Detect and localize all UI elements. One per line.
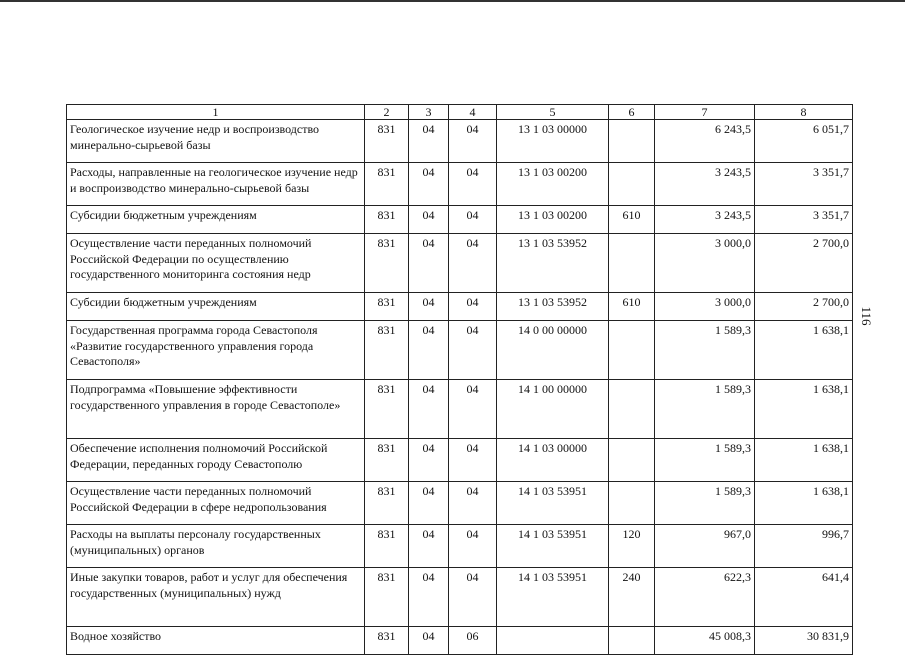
cell-amount-year-1: 622,3 [655,568,755,627]
cell-amount-year-1: 1 589,3 [655,439,755,482]
cell-name: Расходы на выплаты персоналу государственных (муниципальных) органов [67,525,365,568]
column-header: 1 [67,105,365,120]
column-header: 3 [409,105,449,120]
cell-amount-year-1: 6 243,5 [655,120,755,163]
cell-subsection: 04 [449,206,497,234]
cell-subsection: 04 [449,321,497,380]
cell-section: 04 [409,163,449,206]
cell-expense-type [609,627,655,655]
cell-section: 04 [409,439,449,482]
table-row [67,627,853,655]
cell-section: 04 [409,525,449,568]
cell-admin-code: 831 [365,627,409,655]
cell-amount-year-2: 2 700,0 [755,293,853,321]
top-border-line [0,0,905,2]
cell-name: Геологическое изучение недр и воспроизводство минерально-сырьевой базы [67,120,365,163]
cell-target-article: 13 1 03 00200 [497,206,609,234]
cell-section: 04 [409,380,449,439]
cell-name: Водное хозяйство [67,627,365,655]
column-header: 8 [755,105,853,120]
cell-amount-year-2: 1 638,1 [755,380,853,439]
cell-amount-year-2: 641,4 [755,568,853,627]
cell-admin-code: 831 [365,234,409,293]
cell-target-article: 14 1 03 00000 [497,439,609,482]
cell-amount-year-1: 3 243,5 [655,163,755,206]
cell-amount-year-1: 3 000,0 [655,234,755,293]
cell-section: 04 [409,627,449,655]
cell-name: Осуществление части переданных полномочий Российской Федерации в сфере недропользования [67,482,365,525]
cell-admin-code: 831 [365,163,409,206]
cell-target-article: 13 1 03 53952 [497,293,609,321]
cell-target-article: 13 1 03 00000 [497,120,609,163]
cell-expense-type [609,234,655,293]
cell-expense-type: 610 [609,206,655,234]
cell-amount-year-1: 1 589,3 [655,380,755,439]
column-header: 5 [497,105,609,120]
cell-subsection: 04 [449,120,497,163]
column-header: 4 [449,105,497,120]
cell-section: 04 [409,321,449,380]
cell-expense-type [609,380,655,439]
column-header: 6 [609,105,655,120]
cell-admin-code: 831 [365,439,409,482]
column-header: 7 [655,105,755,120]
table-row [67,568,853,627]
table-row [67,439,853,482]
cell-name: Расходы, направленные на геологическое изучение недр и воспроизводство минерально-сырьевой базы [67,163,365,206]
cell-admin-code: 831 [365,120,409,163]
cell-amount-year-2: 3 351,7 [755,163,853,206]
cell-subsection: 04 [449,525,497,568]
cell-section: 04 [409,206,449,234]
cell-name: Обеспечение исполнения полномочий Российской Федерации, переданных городу Севастополю [67,439,365,482]
table-row [67,120,853,163]
table-row [67,380,853,439]
cell-name: Осуществление части переданных полномочий Российской Федерации по осуществлению государственного мониторинга состояния недр [67,234,365,293]
cell-admin-code: 831 [365,380,409,439]
cell-expense-type [609,163,655,206]
cell-subsection: 04 [449,380,497,439]
cell-target-article: 13 1 03 53952 [497,234,609,293]
cell-amount-year-2: 2 700,0 [755,234,853,293]
table-row [67,482,853,525]
cell-expense-type: 120 [609,525,655,568]
table-row [67,206,853,234]
cell-amount-year-1: 3 000,0 [655,293,755,321]
cell-target-article: 14 1 03 53951 [497,482,609,525]
cell-admin-code: 831 [365,525,409,568]
cell-admin-code: 831 [365,321,409,380]
cell-subsection: 04 [449,234,497,293]
cell-name: Государственная программа города Севастополя «Развитие государственного управления города Севастополя» [67,321,365,380]
cell-section: 04 [409,482,449,525]
table-row [67,321,853,380]
cell-amount-year-2: 1 638,1 [755,482,853,525]
cell-target-article: 13 1 03 00200 [497,163,609,206]
table-body [67,120,853,655]
cell-amount-year-1: 967,0 [655,525,755,568]
cell-section: 04 [409,120,449,163]
table-row [67,525,853,568]
cell-name: Субсидии бюджетным учреждениям [67,206,365,234]
cell-admin-code: 831 [365,293,409,321]
cell-amount-year-2: 6 051,7 [755,120,853,163]
cell-subsection: 04 [449,568,497,627]
cell-subsection: 04 [449,163,497,206]
table-row [67,234,853,293]
cell-target-article [497,627,609,655]
page-number: 116 [859,306,874,326]
cell-amount-year-2: 3 351,7 [755,206,853,234]
cell-expense-type: 240 [609,568,655,627]
cell-target-article: 14 0 00 00000 [497,321,609,380]
cell-name: Подпрограмма «Повышение эффективности государственного управления в городе Севастополе» [67,380,365,439]
cell-amount-year-2: 996,7 [755,525,853,568]
cell-name: Субсидии бюджетным учреждениям [67,293,365,321]
cell-section: 04 [409,568,449,627]
table-row [67,293,853,321]
cell-amount-year-1: 1 589,3 [655,482,755,525]
cell-target-article: 14 1 00 00000 [497,380,609,439]
budget-table [66,104,853,655]
cell-amount-year-2: 1 638,1 [755,321,853,380]
column-header: 2 [365,105,409,120]
cell-subsection: 04 [449,439,497,482]
cell-amount-year-2: 30 831,9 [755,627,853,655]
cell-section: 04 [409,293,449,321]
cell-amount-year-1: 1 589,3 [655,321,755,380]
cell-expense-type [609,321,655,380]
cell-subsection: 04 [449,293,497,321]
cell-expense-type: 610 [609,293,655,321]
cell-expense-type [609,120,655,163]
cell-expense-type [609,482,655,525]
cell-target-article: 14 1 03 53951 [497,568,609,627]
cell-admin-code: 831 [365,482,409,525]
cell-admin-code: 831 [365,568,409,627]
cell-admin-code: 831 [365,206,409,234]
cell-amount-year-2: 1 638,1 [755,439,853,482]
table-header-row [67,105,853,120]
cell-target-article: 14 1 03 53951 [497,525,609,568]
cell-section: 04 [409,234,449,293]
table-row [67,163,853,206]
cell-subsection: 06 [449,627,497,655]
cell-amount-year-1: 45 008,3 [655,627,755,655]
cell-expense-type [609,439,655,482]
cell-subsection: 04 [449,482,497,525]
cell-name: Иные закупки товаров, работ и услуг для обеспечения государственных (муниципальных) нужд [67,568,365,627]
cell-amount-year-1: 3 243,5 [655,206,755,234]
